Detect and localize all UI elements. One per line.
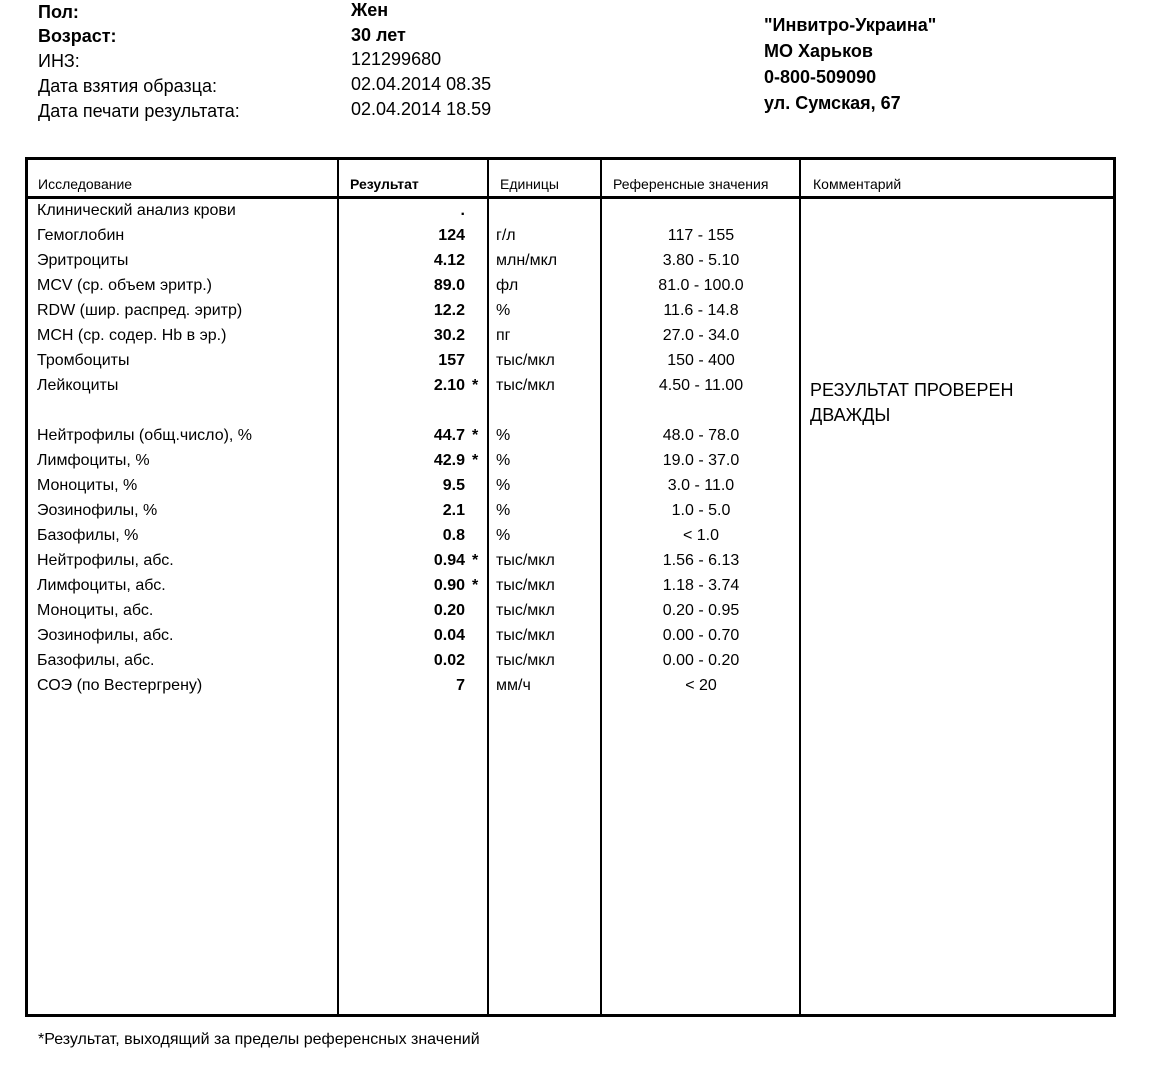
unit: тыс/мкл <box>496 627 555 644</box>
reference-range: 19.0 - 37.0 <box>662 452 740 469</box>
unit: пг <box>496 327 511 344</box>
sample-date-value: 02.04.2014 08.35 <box>351 74 492 94</box>
table-row <box>0 277 1174 302</box>
study-name: Лейкоциты <box>37 377 119 394</box>
reference-range: 27.0 - 34.0 <box>662 327 740 344</box>
comment-text <box>810 378 1100 428</box>
sex-value: Жен <box>351 0 389 20</box>
column-header-result: Результат <box>350 176 419 192</box>
print-date-value: 02.04.2014 18.59 <box>351 99 492 119</box>
reference-range: 1.56 - 6.13 <box>662 552 740 569</box>
result-value: 4.12 <box>433 252 465 269</box>
result-value: 12.2 <box>433 302 465 319</box>
unit: тыс/мкл <box>496 602 555 619</box>
study-name: Эозинофилы, абс. <box>37 627 174 644</box>
result-value: 89.0 <box>433 277 465 294</box>
age-value: 30 лет <box>351 25 406 45</box>
unit: % <box>496 452 511 469</box>
unit: % <box>496 502 511 519</box>
table-row <box>0 452 1174 477</box>
lab-name: "Инвитро-Украина" <box>764 15 937 35</box>
result-value: 124 <box>438 227 465 244</box>
study-name: Моноциты, % <box>37 477 138 494</box>
out-of-range-flag: * <box>472 577 479 594</box>
table-row <box>0 302 1174 327</box>
table-row <box>0 252 1174 277</box>
study-name: СОЭ (по Вестергрену) <box>37 677 203 694</box>
reference-range: 48.0 - 78.0 <box>662 427 740 444</box>
reference-range: 3.0 - 11.0 <box>667 477 735 494</box>
unit: % <box>496 427 511 444</box>
study-name: Лимфоциты, % <box>37 452 150 469</box>
reference-range: 0.00 - 0.20 <box>662 652 740 669</box>
footnote: *Результат, выходящий за пределы референсных значений <box>38 1031 480 1048</box>
out-of-range-flag: * <box>472 552 479 569</box>
column-header-reference: Референсные значения <box>613 176 769 192</box>
study-name: Нейтрофилы (общ.число), % <box>37 427 253 444</box>
table-row <box>0 427 1174 452</box>
table-row <box>0 502 1174 527</box>
reference-range: 3.80 - 5.10 <box>662 252 740 269</box>
study-name: Нейтрофилы, абс. <box>37 552 174 569</box>
column-header-comment: Комментарий <box>813 176 902 192</box>
unit: мм/ч <box>496 677 531 694</box>
result-value: 157 <box>438 352 465 369</box>
table-row <box>0 677 1174 702</box>
table-row <box>0 352 1174 377</box>
reference-range: 0.00 - 0.70 <box>662 627 740 644</box>
column-header-study: Исследование <box>38 176 133 192</box>
lab-phone: 0-800-509090 <box>764 67 877 87</box>
inz-label: ИНЗ: <box>38 51 80 71</box>
reference-range: 150 - 400 <box>667 352 735 369</box>
table-row <box>0 627 1174 652</box>
unit: тыс/мкл <box>496 652 555 669</box>
table-row <box>0 477 1174 502</box>
unit: тыс/мкл <box>496 352 555 369</box>
inz-value: 121299680 <box>351 49 442 69</box>
column-header-units: Единицы <box>500 176 559 192</box>
study-name: MCV (ср. объем эритр.) <box>37 277 212 294</box>
unit: фл <box>496 277 519 294</box>
study-name: Клинический анализ крови <box>37 202 236 219</box>
comment-line-1: РЕЗУЛЬТАТ ПРОВЕРЕН <box>810 380 1014 400</box>
out-of-range-flag: * <box>472 427 479 444</box>
study-name: Эозинофилы, % <box>37 502 158 519</box>
print-date-label: Дата печати результата: <box>38 101 240 121</box>
table-row <box>0 327 1174 352</box>
reference-range: 0.20 - 0.95 <box>662 602 740 619</box>
reference-range: < 20 <box>685 677 717 694</box>
study-name: Гемоглобин <box>37 227 125 244</box>
result-value: 2.1 <box>442 502 465 519</box>
reference-range: 117 - 155 <box>667 227 735 244</box>
out-of-range-flag: * <box>472 377 479 394</box>
result-value: 0.04 <box>433 627 465 644</box>
result-value: 0.90 <box>433 577 465 594</box>
study-name: RDW (шир. распред. эритр) <box>37 302 243 319</box>
study-name: Базофилы, абс. <box>37 652 155 669</box>
table-header-divider <box>25 196 1116 199</box>
sample-date-label: Дата взятия образца: <box>38 76 217 96</box>
result-value: 44.7 <box>433 427 465 444</box>
study-name: Тромбоциты <box>37 352 130 369</box>
result-value: 0.20 <box>433 602 465 619</box>
result-value: 0.94 <box>433 552 465 569</box>
unit: % <box>496 302 511 319</box>
reference-range: 4.50 - 11.00 <box>658 377 744 394</box>
reference-range: 11.6 - 14.8 <box>663 302 739 319</box>
result-value: 42.9 <box>433 452 465 469</box>
unit: г/л <box>496 227 516 244</box>
lab-office: МО Харьков <box>764 41 873 61</box>
out-of-range-flag: * <box>472 452 479 469</box>
lab-address: ул. Сумская, 67 <box>764 93 901 113</box>
sex-label: Пол: <box>38 2 79 22</box>
study-name: MCH (ср. содер. Hb в эр.) <box>37 327 227 344</box>
result-value: 30.2 <box>433 327 465 344</box>
study-name: Базофилы, % <box>37 527 139 544</box>
unit: тыс/мкл <box>496 577 555 594</box>
comment-line-2: ДВАЖДЫ <box>810 405 891 425</box>
study-name: Эритроциты <box>37 252 129 269</box>
table-row <box>0 602 1174 627</box>
table-row <box>0 652 1174 677</box>
unit: % <box>496 527 511 544</box>
reference-range: < 1.0 <box>682 527 720 544</box>
unit: тыс/мкл <box>496 377 555 394</box>
reference-range: 81.0 - 100.0 <box>658 277 744 294</box>
result-value: 9.5 <box>442 477 465 494</box>
unit: % <box>496 477 511 494</box>
table-row <box>0 577 1174 602</box>
unit: млн/мкл <box>496 252 558 269</box>
table-row <box>0 552 1174 577</box>
table-row <box>0 202 1174 227</box>
table-row <box>0 227 1174 252</box>
result-value: . <box>460 202 465 219</box>
unit: тыс/мкл <box>496 552 555 569</box>
result-value: 2.10 <box>433 377 465 394</box>
result-value: 7 <box>456 677 465 694</box>
reference-range: 1.18 - 3.74 <box>662 577 740 594</box>
result-value: 0.02 <box>433 652 465 669</box>
age-label: Возраст: <box>38 26 117 46</box>
reference-range: 1.0 - 5.0 <box>671 502 731 519</box>
study-name: Моноциты, абс. <box>37 602 154 619</box>
result-value: 0.8 <box>442 527 465 544</box>
study-name: Лимфоциты, абс. <box>37 577 166 594</box>
table-row <box>0 527 1174 552</box>
